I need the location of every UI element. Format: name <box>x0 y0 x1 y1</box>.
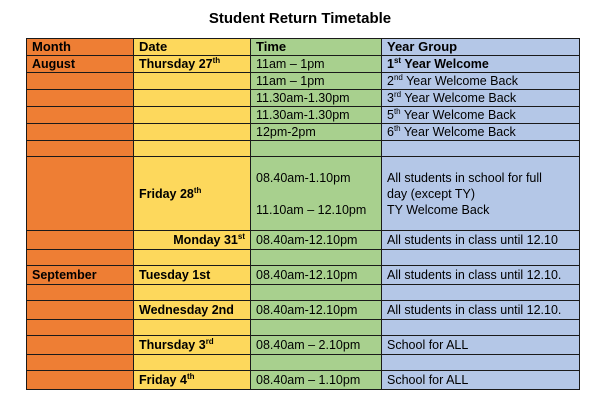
spacer-row <box>27 250 580 266</box>
table-row <box>27 90 580 107</box>
time-cell: 08.40am-12.10pm <box>251 266 382 285</box>
date-cell: Thursday 3rd <box>134 336 251 355</box>
table-row <box>27 124 580 141</box>
time-cell: 08.40am – 2.10pm <box>251 336 382 355</box>
year-group-cell: 2nd Year Welcome Back <box>382 73 580 90</box>
date-cell: Tuesday 1st <box>134 266 251 285</box>
date-cell: Friday 4th <box>134 371 251 390</box>
spacer-row <box>27 141 580 157</box>
timetable-table <box>26 38 580 390</box>
year-group-cell: All students in class until 12.10 <box>382 231 580 250</box>
table-row <box>27 73 580 90</box>
table-row <box>27 157 580 231</box>
spacer-row <box>27 355 580 371</box>
year-group-cell: School for ALL <box>382 371 580 390</box>
month-cell: September <box>27 266 134 285</box>
year-group-cell: 1st Year Welcome <box>382 56 580 73</box>
header-date: Date <box>134 39 251 56</box>
table-row <box>27 107 580 124</box>
time-cell: 11am – 1pm <box>251 56 382 73</box>
time-cell: 12pm-2pm <box>251 124 382 141</box>
time-cell: 11.30am-1.30pm <box>251 107 382 124</box>
spacer-row <box>27 320 580 336</box>
table-row <box>27 56 580 73</box>
header-month: Month <box>27 39 134 56</box>
header-time: Time <box>251 39 382 56</box>
time-cell: 08.40am-12.10pm <box>251 231 382 250</box>
page-title: Student Return Timetable <box>208 10 392 27</box>
table-row <box>27 371 580 390</box>
year-group-cell: 6th Year Welcome Back <box>382 124 580 141</box>
year-group-cell: All students in class until 12.10. <box>382 266 580 285</box>
year-group-cell: 3rd Year Welcome Back <box>382 90 580 107</box>
year-group-cell: All students in school for full day (except TY) TY Welcome Back <box>382 157 580 231</box>
time-cell: 08.40am-12.10pm <box>251 301 382 320</box>
header-year-group: Year Group <box>382 39 580 56</box>
date-cell: Monday 31st <box>134 231 251 250</box>
table-row <box>27 336 580 355</box>
year-group-cell: School for ALL <box>382 336 580 355</box>
date-cell: Friday 28th <box>134 157 251 231</box>
date-cell: Wednesday 2nd <box>134 301 251 320</box>
time-cell: 11.30am-1.30pm <box>251 90 382 107</box>
time-cell: 08.40am-1.10pm 11.10am – 12.10pm <box>251 157 382 231</box>
table-row <box>27 266 580 285</box>
year-group-cell: 5th Year Welcome Back <box>382 107 580 124</box>
year-group-cell: All students in class until 12.10. <box>382 301 580 320</box>
table-row <box>27 231 580 250</box>
month-cell: August <box>27 56 134 73</box>
table-header-row <box>27 39 580 56</box>
spacer-row <box>27 285 580 301</box>
time-cell: 08.40am – 1.10pm <box>251 371 382 390</box>
date-cell: Thursday 27th <box>134 56 251 73</box>
table-row <box>27 301 580 320</box>
time-cell: 11am – 1pm <box>251 73 382 90</box>
